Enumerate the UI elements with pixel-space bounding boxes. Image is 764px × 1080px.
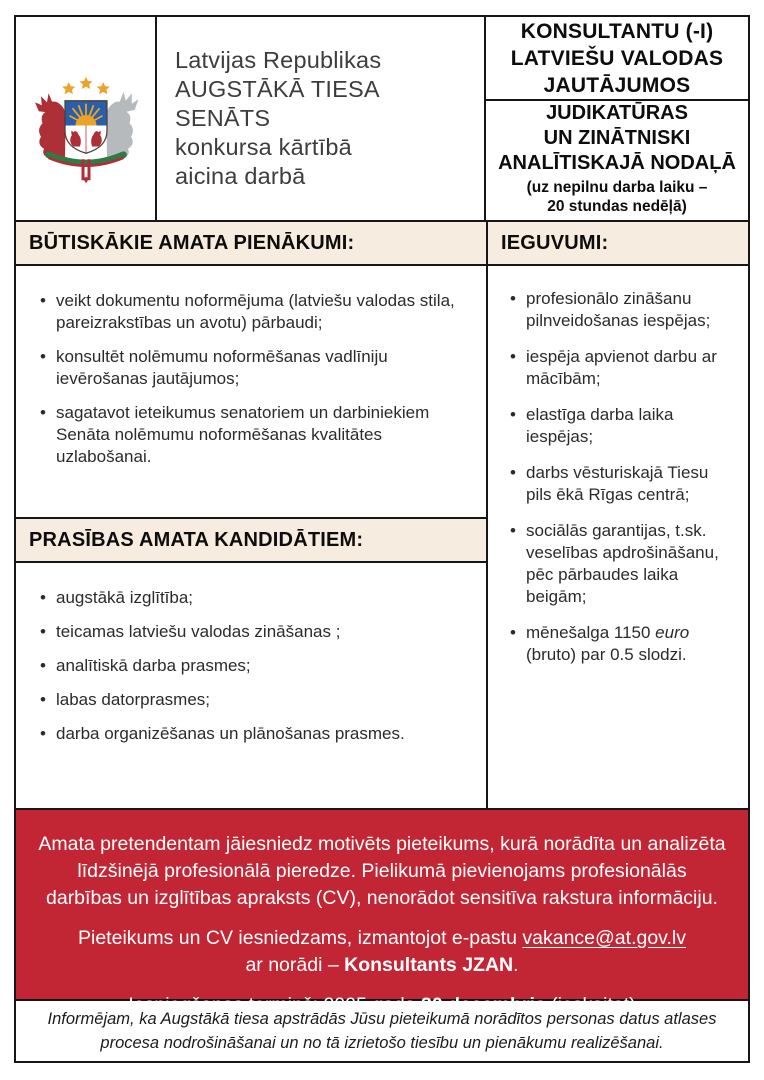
list-item: • mēnešalga 1150 euro (bruto) par 0.5 slodzi.: [510, 622, 730, 666]
application-email-line: [16, 925, 748, 952]
job-vacancy-poster: [14, 15, 750, 1063]
list-item: • sociālās garantijas, t.sk. veselības apdrošināšanu, pēc pārbaudes laika beigām;: [510, 520, 730, 608]
org-cell: [157, 17, 486, 220]
department-title: [498, 101, 736, 176]
text-segment: ar norādi –: [245, 954, 345, 976]
title-cell: [486, 17, 748, 220]
privacy-footer: [16, 1001, 748, 1061]
text-line: LATVIEŠU VALODAS: [510, 46, 724, 70]
text-segment: (ieskaitot): [545, 994, 636, 1016]
requirements-section: [16, 563, 486, 808]
benefits-section: [488, 266, 748, 808]
text-line: AUGSTĀKĀ TIESA: [175, 76, 380, 102]
list-item: • analītiskā darba prasmes;: [40, 655, 470, 677]
list-item: • profesionālo zināšanu pilnveidošanas iespējas;: [510, 288, 730, 332]
masthead: [16, 17, 748, 222]
application-reference-line: [16, 952, 748, 979]
application-box: [16, 810, 748, 1016]
list-item: • darba organizēšanas un plānošanas prasmes.: [40, 723, 470, 745]
list-item: • darbs vēsturiskajā Tiesu pils ēkā Rīgas centrā;: [510, 462, 730, 506]
position-title: [511, 18, 723, 99]
list-item: • elastīga darba laika iespējas;: [510, 404, 730, 448]
text-line: 20 stundas nedēļā): [547, 198, 687, 215]
requirements-heading: PRASĪBAS AMATA KANDIDĀTIEM:: [16, 517, 486, 563]
duties-section: [16, 266, 486, 517]
text-line: Latvijas Republikas: [175, 47, 382, 73]
benefits-list: [510, 288, 730, 666]
list-item: • augstākā izglītība;: [40, 587, 470, 609]
text-line: UN ZINĀTNISKI: [543, 127, 691, 149]
duties-heading: BŪTISKĀKIE AMATA PIENĀKUMI:: [16, 222, 486, 266]
list-item: • iespēja apvienot darbu ar mācībām;: [510, 346, 730, 390]
list-item: • veikt dokumentu noformējuma (latviešu valodas stila, pareizrakstības un avotu) pārbaudi;: [40, 290, 470, 334]
left-column: [16, 222, 488, 808]
email-link[interactable]: vakance@at.gov.lv: [522, 927, 686, 949]
text-segment: Konsultants JZAN: [344, 954, 514, 976]
requirements-list: [40, 587, 470, 745]
privacy-note: Informējam, ka Augstākā tiesa apstrādās Jūsu pieteikumā norādītos personas datus atlases procesa nodrošināšanai un no tā izrietošo tiesību un pienākumu realizēšanai.: [47, 1010, 717, 1052]
text-line: KONSULTANTU (-I): [520, 19, 714, 43]
workload-note: [527, 178, 708, 216]
list-item: • konsultēt nolēmumu noformēšanas vadlīniju ievērošanas jautājumos;: [40, 346, 470, 390]
text-line: aicina darbā: [175, 163, 306, 189]
text-segment: Iesniegšanas termiņš: 2025.gada: [128, 994, 422, 1016]
latvia-coat-of-arms-icon: [26, 66, 146, 194]
benefits-heading: IEGUVUMI:: [488, 222, 748, 266]
duties-list: [40, 290, 470, 468]
text-line: ANALĪTISKAJĀ NODAĻĀ: [498, 152, 736, 174]
text-line: konkursa kārtībā: [175, 134, 352, 160]
text-segment: .: [513, 954, 519, 976]
text-segment: Pieteikums un CV iesniedzams, izmantojot e-pastu: [78, 927, 523, 949]
application-intro: Amata pretendentam jāiesniedz motivēts pieteikums, kurā norādīta un analizēta līdzšinējā profesionālā pieredze. Pielikumā pievienojams profesionālās darbības un izglītības apraksts (CV), nenorādot sensitīva rakstura informāciju.: [38, 833, 726, 909]
text-line: (uz nepilnu darba laiku –: [526, 179, 708, 196]
main-columns: [16, 222, 748, 810]
position-title-block: [486, 17, 748, 101]
text-segment: 30.decembris: [421, 994, 546, 1016]
org-name: [175, 46, 381, 191]
right-column: [488, 222, 748, 808]
logo-cell: [16, 17, 157, 220]
list-item: • labas datorprasmes;: [40, 689, 470, 711]
list-item: • teicamas latviešu valodas zināšanas ;: [40, 621, 470, 643]
text-line: JAUTĀJUMOS: [543, 73, 691, 97]
department-block: [486, 101, 748, 220]
text-line: JUDIKATŪRAS: [546, 102, 688, 124]
list-item: • sagatavot ieteikumus senatoriem un darbiniekiem Senāta nolēmumu noformēšanas kvalitātes uzlabošanai.: [40, 402, 470, 468]
text-line: SENĀTS: [175, 105, 271, 131]
